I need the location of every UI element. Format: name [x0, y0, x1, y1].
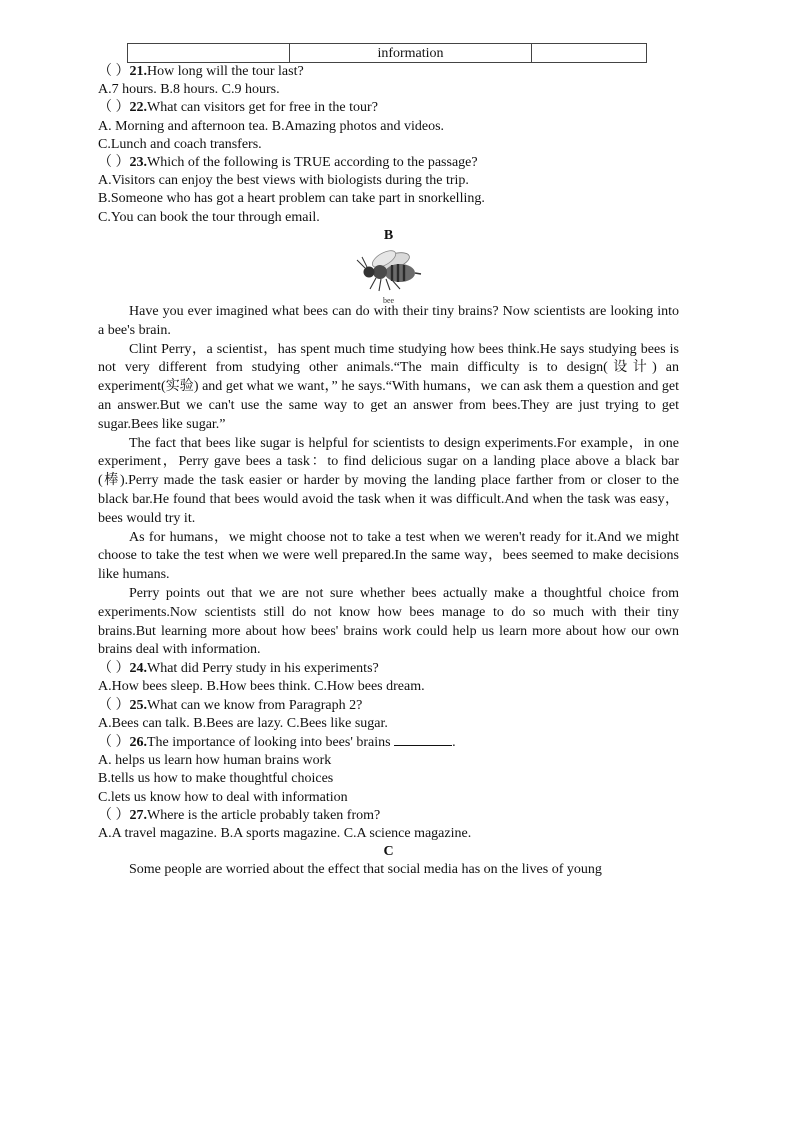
paragraph-3: The fact that bees like sugar is helpful for scientists to design experiments.For example，in one experiment，Perry gave bees a task：to find delicious sugar on a landing place above a black bar (棒).Perry made the task easier or harder by moving the landing place farther from or closer to the black bar.He found that bees would avoid the task when it was difficult.And when the task was easy，bees would try it. — [98, 435, 679, 526]
section-c-title: C — [383, 844, 394, 860]
question-text: What did Perry study in his experiments? — [147, 661, 379, 677]
bee-icon — [354, 245, 424, 295]
question-number: 27. — [129, 807, 147, 823]
question-25 — [98, 697, 679, 715]
question-23-option-a: A.Visitors can enjoy the best views with biologists during the trip. — [98, 173, 469, 189]
bee-caption: bee — [382, 296, 395, 306]
question-suffix: . — [452, 734, 456, 750]
question-21 — [98, 63, 679, 81]
question-25-options: A.Bees can talk. B.Bees are lazy. C.Bees like sugar. — [98, 715, 388, 731]
question-number: 26. — [129, 734, 147, 750]
bee-image — [98, 245, 679, 306]
question-text: How long will the tour last? — [147, 64, 304, 79]
answer-bracket[interactable]: （ ） — [98, 734, 130, 750]
question-27-options: A.A travel magazine. B.A sports magazine. C.A science magazine. — [98, 826, 472, 841]
info-table-fragment — [127, 43, 647, 63]
question-number: 22. — [129, 100, 147, 116]
answer-bracket[interactable]: （ ） — [98, 64, 130, 79]
question-26-option-a: A. helps us learn how human brains work — [98, 753, 332, 769]
question-24-options: A.How bees sleep. B.How bees think. C.How bees dream. — [98, 679, 425, 695]
question-26 — [98, 733, 679, 752]
question-text: The importance of looking into bees' brains — [147, 734, 395, 750]
paragraph-1: Have you ever imagined what bees can do with their tiny brains? Now scientists are looking into a bee's brain. — [98, 304, 679, 338]
worksheet-page — [98, 43, 679, 880]
table-cell-middle: information — [290, 44, 532, 62]
table-cell-right — [532, 44, 646, 62]
question-text: What can we know from Paragraph 2? — [147, 697, 363, 713]
paragraph-2: Clint Perry，a scientist，has spent much time studying how bees think.He says studying bees is not very different from studying other animals.“The main difficulty is to design(设计) an experiment(实验) and get what we want，” he says.“With humans，we can ask them a question and get an answer.But we can't use the same way to get an answer from bees.They are just trying to get sugar.Bees like sugar.” — [98, 341, 679, 432]
answer-blank[interactable] — [394, 733, 452, 746]
question-text: What can visitors get for free in the tour? — [147, 100, 378, 116]
question-26-option-b: B.tells us how to make thoughtful choices — [98, 771, 334, 787]
question-22-options-line-2: C.Lunch and coach transfers. — [98, 136, 262, 152]
answer-bracket[interactable]: （ ） — [98, 661, 130, 677]
question-26-option-c: C.lets us know how to deal with information — [98, 789, 348, 805]
section-b-title: B — [383, 227, 394, 243]
paragraph-5: Perry points out that we are not sure whether bees actually make a thoughtful choice from experiments.Now scientists still do not know how bees manage to do so much with their tiny brains.But learning more about how bees' brains work could help us learn more about how our own brains deal with information. — [98, 585, 679, 658]
answer-bracket[interactable]: （ ） — [98, 807, 130, 823]
question-27 — [98, 807, 679, 825]
question-23 — [98, 154, 679, 172]
question-text: Which of the following is TRUE according to the passage? — [147, 155, 478, 171]
question-23-option-c: C.You can book the tour through email. — [98, 209, 320, 225]
section-c-paragraph: Some people are worried about the effect that social media has on the lives of young — [129, 862, 602, 878]
answer-bracket[interactable]: （ ） — [98, 155, 130, 171]
question-number: 24. — [129, 661, 147, 677]
question-22 — [98, 99, 679, 117]
question-22-options-line-1: A. Morning and afternoon tea. B.Amazing photos and videos. — [98, 118, 445, 134]
question-24 — [98, 660, 679, 678]
answer-bracket[interactable]: （ ） — [98, 697, 130, 713]
question-number: 25. — [129, 697, 147, 713]
question-number: 21. — [129, 64, 147, 79]
question-text: Where is the article probably taken from? — [147, 807, 381, 823]
question-23-option-b: B.Someone who has got a heart problem can take part in snorkelling. — [98, 191, 485, 207]
question-number: 23. — [129, 155, 147, 171]
answer-bracket[interactable]: （ ） — [98, 100, 130, 116]
paragraph-4: As for humans，we might choose not to take a test when we weren't ready for it.And we might choose to take the test when we were well prepared.In the same way，bees seemed to make decisions like humans. — [98, 529, 679, 583]
question-21-options: A.7 hours. B.8 hours. C.9 hours. — [98, 82, 280, 98]
table-cell-left — [128, 44, 290, 62]
